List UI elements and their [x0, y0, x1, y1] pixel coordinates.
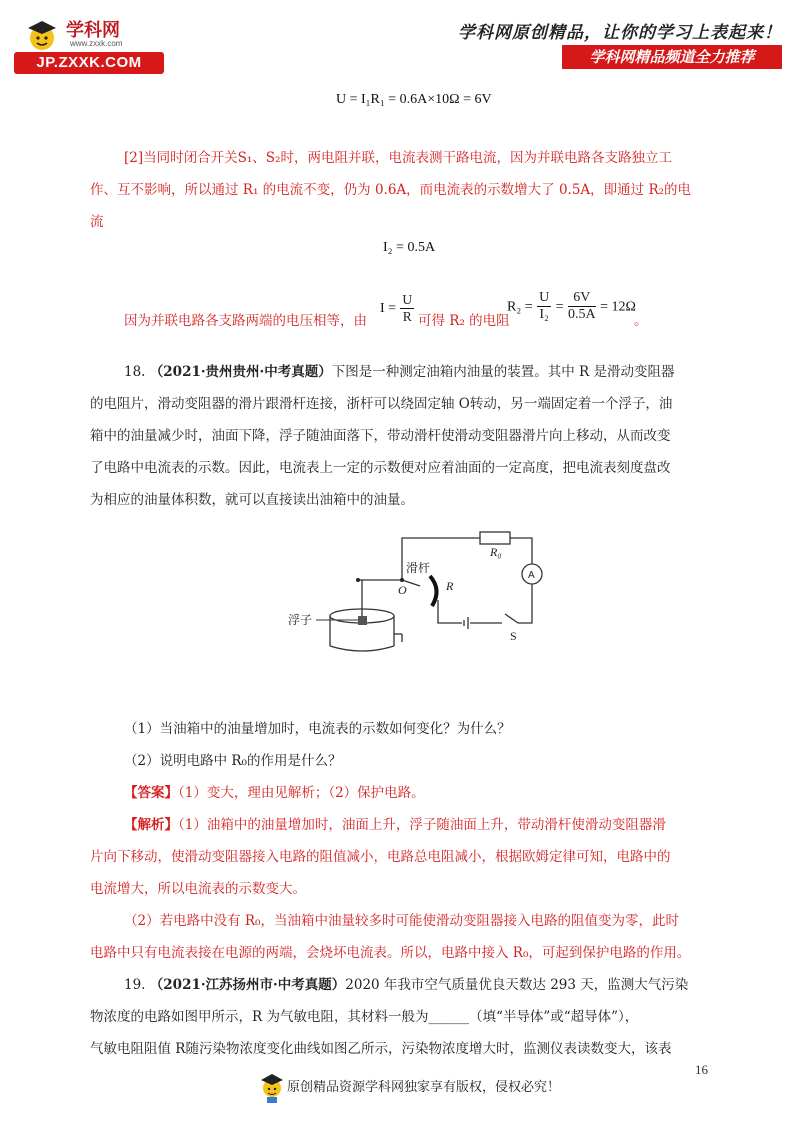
para2-line2: 作、互不影响，所以通过 R₁ 的电流不变，仍为 0.6A，而电流表的示数增大了 0.5A，即通过 R₂的电 [90, 182, 692, 198]
q19-line3: 气敏电阻阻值 R随污染物浓度变化曲线如图乙所示，污染物浓度增大时，监测仪表读数变大，该表 [90, 1041, 672, 1057]
label-r0: R₀ [490, 545, 502, 559]
fraction-num: U [402, 292, 413, 307]
answer-text: （1）变大，理由见解析；（2）保护电路。 [178, 785, 425, 801]
site-logo[interactable] [14, 14, 164, 74]
analysis-text-1: （1）油箱中的油量增加时，油面上升，浮子随油面上升，带动滑杆使滑动变阻器滑 [178, 817, 666, 833]
r2-f2-den: 0.5A [568, 307, 596, 322]
label-r: R [446, 579, 454, 593]
q18-line3: 箱中的油量减少时，油面下降，浮子随油面落下，带动滑杆使滑动变阻器滑片向上移动，从而改变 [90, 428, 671, 444]
r2-f1-den: I₂ [539, 307, 549, 322]
q18-text-1: 下图是一种测定油箱内油量的装置。其中 R 是滑动变阻器 [331, 364, 675, 380]
r2-formula [507, 290, 636, 323]
q18-line4: 了电路中电流表的示数。因此，电流表上一定的示数便对应着油面的一定高度，把电流表刻度盘改 [90, 460, 671, 476]
r2-f1-num: U [539, 290, 550, 305]
scholar-mascot-icon [258, 1068, 286, 1106]
logo-sub: www.zxxk.com [70, 39, 123, 48]
q18-source: （2021·贵州贵州·中考真题） [149, 364, 332, 380]
footer-copyright: 原创精品资源学科网独家享有版权，侵权必究！ [287, 1080, 561, 1095]
answer-tag: 【答案】 [124, 785, 178, 801]
para3-end: 。 [634, 313, 648, 329]
analysis-line5: 电路中只有电流表接在电源的两端，会烧坏电流表。所以，电路中接入 R₀，可起到保护电路的作用。 [90, 945, 691, 961]
q18-line2: 的电阻片，滑动变阻器的滑片跟滑杆连接，浙杆可以绕固定轴 O转动，另一端固定着一个浮子，油 [90, 396, 673, 412]
para3-text-b: 可得 R₂ 的电阻 [418, 313, 510, 329]
resistor-r-arc [430, 576, 437, 606]
para3-text-a: 因为并联电路各支路两端的电压相等，由 [124, 313, 367, 329]
r2-f2-num: 6V [568, 290, 596, 307]
analysis-tag: 【解析】 [124, 817, 178, 833]
q18-number: 18. [124, 364, 146, 380]
q19-line1 [124, 970, 688, 1000]
r2-equals: = [555, 299, 564, 315]
ohm-law-formula [380, 292, 414, 325]
label-ammeter: A [528, 570, 535, 581]
formula-lhs: I = [380, 301, 397, 316]
label-o: O [398, 583, 407, 597]
q19-source: （2021·江苏扬州市·中考真题） [149, 977, 346, 993]
equation-i2: I₂ = 0.5A [383, 240, 436, 255]
r2-fraction-1 [537, 290, 551, 323]
oil-gauge-circuit-diagram [270, 528, 570, 658]
q18-line1 [124, 357, 675, 387]
q18-line5: 为相应的油量体积数，就可以直接读出油箱中的油量。 [90, 492, 414, 508]
label-float: 浮子 [288, 613, 313, 627]
analysis-line4: （2）若电路中没有 R₀，当油箱中油量较多时可能使滑动变阻器接入电路的阻值变为零，此时 [124, 913, 679, 929]
r2-result: = 12Ω [600, 299, 636, 315]
analysis-line1 [124, 810, 666, 840]
label-switch: S [510, 629, 517, 643]
page-number: 16 [695, 1062, 708, 1077]
q19-text-1: 2020 年我市空气质量优良天数达 293 天，监测大气污染 [345, 977, 689, 993]
float-block [358, 616, 367, 625]
analysis-line2: 片向下移动，使滑动变阻器接入电路的阻值减小，电路总电阻减小，根据欧姆定律可知，电路中的 [90, 849, 671, 865]
header-banner: 学科网精品频道全力推荐 [562, 45, 782, 69]
para2-line3: 流 [90, 214, 104, 230]
answer-line [124, 778, 425, 808]
r2-lhs: R₂ = [507, 299, 533, 315]
header-slogan: 学科网原创精品，让你的学习上表起来！ [458, 23, 782, 43]
formula-fraction [400, 292, 414, 325]
equation-u: U = I₁R₁ = 0.6A×10Ω = 6V [336, 92, 492, 107]
resistor-r0 [480, 532, 510, 544]
label-rod: 滑杆 [406, 561, 431, 575]
analysis-line3: 电流增大，所以电流表的示数变大。 [90, 881, 306, 897]
para2-line1: [2]当同时闭合开关S₁、S₂时，两电阻并联，电流表测干路电流，因为并联电路各支路独立工 [124, 150, 672, 166]
q18-sub2: （2）说明电路中 R₀的作用是什么？ [124, 753, 342, 769]
logo-name: 学科网 [66, 20, 120, 41]
q18-sub1: （1）当油箱中的油量增加时，电流表的示数如何变化？为什么？ [124, 721, 511, 737]
q19-number: 19. [124, 977, 146, 993]
q19-line2: 物浓度的电路如图甲所示，R 为气敏电阻，其材料一般为______（填“半导体”或“超导体”）， [90, 1009, 639, 1025]
r2-fraction-2 [568, 290, 596, 323]
logo-url: JP.ZXXK.COM [14, 52, 164, 74]
fraction-den: R [402, 309, 412, 324]
